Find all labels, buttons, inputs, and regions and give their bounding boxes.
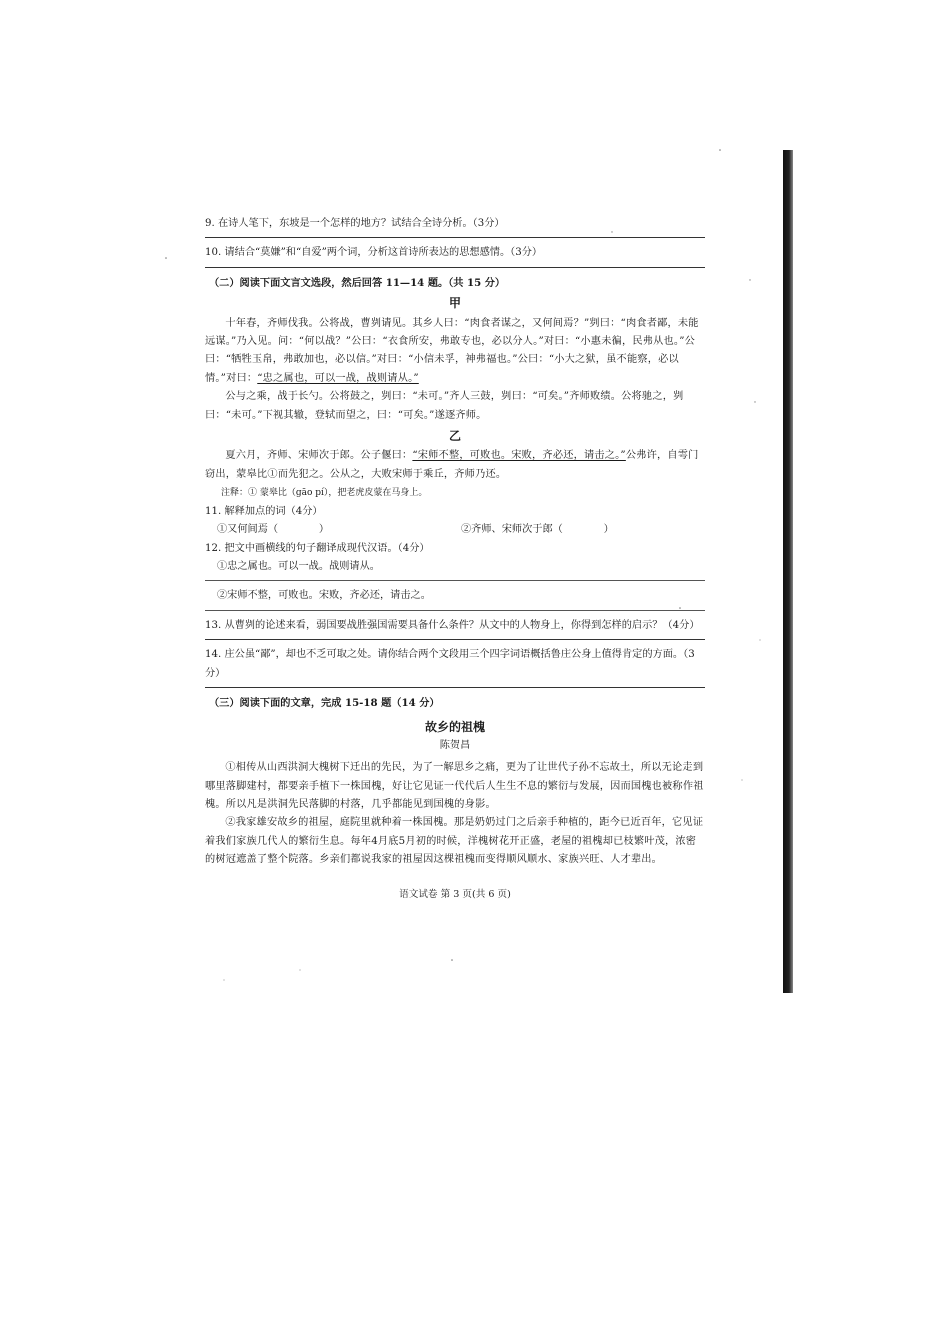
answer-line [205, 639, 705, 640]
answer-line [205, 237, 705, 238]
answer-line [205, 580, 705, 581]
question-11-items [217, 521, 705, 539]
question-12: 12. 把文中画横线的句子翻译成现代汉语。（4分） [205, 542, 430, 554]
article-title: 故乡的祖槐 [424, 720, 485, 735]
section-2-heading: （二）阅读下面文言文选段，然后回答 11—14 题。（共 15 分） [209, 276, 506, 289]
passage-jia-paragraph-1: 十年春，齐师伐我。公将战，曹刿请见。其乡人曰：“肉食者谋之，又何间焉？”刿曰：“肉食者鄙，未能远谋。”乃入见。问：“何以战？”公曰：“衣食所安，弗敢专也，必以分人。”对曰：“小惠未徧，民弗从也。”公曰：“牺牲玉帛，弗敢加也，必以信。”对曰：“小信未孚，神弗福也。”公曰：“小大之狱，虽不能察，必以情。”对曰：“忠之属也，可以一战，战则请从。” [205, 317, 699, 384]
question-11: 11. 解释加点的词（4分） [205, 505, 323, 517]
article-author: 陈贺昌 [439, 739, 471, 751]
scan-edge [783, 150, 793, 993]
passage-yi-paragraph: 夏六月，齐师、宋师次于郎。公子偃曰：“宋师不整，可败也。宋败，齐必还，请击之。”公弗许，自雩门窃出，蒙皋比①而先犯之。公从之，大败宋师于乘丘，齐师乃还。 [205, 450, 699, 480]
passage-yi-label: 乙 [448, 429, 461, 444]
question-11-item-2: ②齐师、宋师次于郎（ ） [461, 524, 614, 536]
question-13: 13. 从曹刿的论述来看，弱国要战胜强国需要具备什么条件？从文中的人物身上，你得到怎样的启示？（4分） [205, 619, 700, 631]
question-10: 10. 请结合“莫嫌”和“自爱”两个词，分析这首诗所表达的思想感情。（3分） [205, 247, 543, 259]
section-3-heading: （三）阅读下面的文章，完成 15-18 题（14 分） [209, 696, 440, 709]
article-paragraph-2: ②我家雄安故乡的祖屋，庭院里就种着一株国槐。那是奶奶过门之后亲手种植的，距今已近百年，它见证着我们家族几代人的繁衍生息。每年4月底5月初的时候，洋槐树花开正盛，老屋的祖槐却已枝繁叶茂，浓密的树冠遮盖了整个院落。乡亲们都说我家的祖屋因这棵祖槐而变得顺风顺水、家族兴旺、人才辈出。 [205, 817, 704, 866]
exam-page [205, 215, 705, 914]
question-9: 9. 在诗人笔下，东坡是一个怎样的地方？试结合全诗分析。（3分） [205, 218, 505, 229]
passage-jia-paragraph-2: 公与之乘，战于长勺。公将鼓之，刿曰：“未可。”齐人三鼓，刿曰：“可矣。”齐师败绩。公将驰之，刿曰：“未可。”下视其辙，登轼而望之，曰：“可矣。”遂逐齐师。 [205, 391, 684, 421]
underlined-sentence-2: “宋师不整，可败也。宋败，齐必还，请击之。” [412, 450, 626, 462]
question-12-item-1: ①忠之属也。可以一战。战则请从。 [217, 560, 380, 572]
answer-line [205, 610, 705, 611]
annotation-note: 注释：① 蒙皋比（gāo pí），把老虎皮蒙在马身上。 [221, 488, 428, 499]
answer-line [205, 267, 705, 268]
page-footer: 语文试卷 第 3 页(共 6 页) [399, 888, 511, 900]
question-11-item-1: ①又何间焉（ ） [217, 524, 330, 536]
article-paragraph-1: ①相传从山西洪洞大槐树下迁出的先民，为了一解思乡之痛，更为了让世代子孙不忘故土，所以无论走到哪里落脚建村，都要亲手植下一株国槐，好让它见证一代代后人生生不息的繁衍与发展，因而国槐也被称作祖槐。所以凡是洪洞先民落脚的村落，几乎都能见到国槐的身影。 [205, 762, 704, 810]
question-12-item-2: ②宋师不整，可败也。宋败，齐必还，请击之。 [217, 590, 431, 602]
question-14: 14. 庄公虽“鄙”，却也不乏可取之处。请你结合两个文段用三个四字词语概括鲁庄公身上值得肯定的方面。（3分） [205, 649, 695, 679]
underlined-sentence-1: “忠之属也，可以一战，战则请从。” [257, 372, 419, 384]
passage-jia-label: 甲 [448, 296, 461, 311]
answer-line [205, 687, 705, 688]
